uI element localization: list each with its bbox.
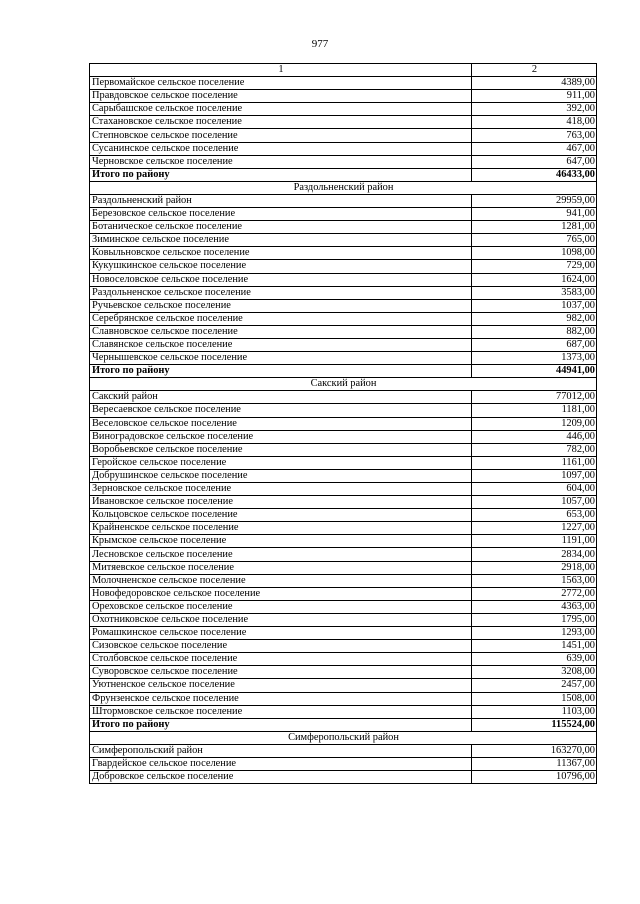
table-row: [90, 430, 597, 443]
amount: 1795,00: [472, 613, 597, 626]
settlement-name: Ивановское сельское поселение: [90, 496, 472, 509]
settlement-name: Крымское сельское поселение: [90, 535, 472, 548]
settlement-name: Первомайское сельское поселение: [90, 77, 472, 90]
total-row: [90, 168, 597, 181]
table-row: [90, 443, 597, 456]
table-row: [90, 535, 597, 548]
amount: 2834,00: [472, 548, 597, 561]
table-row: [90, 142, 597, 155]
table-row: [90, 483, 597, 496]
amount: 1563,00: [472, 574, 597, 587]
table-row: [90, 77, 597, 90]
amount: 77012,00: [472, 391, 597, 404]
table-row: [90, 640, 597, 653]
settlement-name: Раздольненское сельское поселение: [90, 286, 472, 299]
district-name: Симферопольский район: [90, 731, 597, 744]
settlement-name: Вересаевское сельское поселение: [90, 404, 472, 417]
settlement-name: Ореховское сельское поселение: [90, 600, 472, 613]
table-row: [90, 692, 597, 705]
amount: 911,00: [472, 90, 597, 103]
table-row: [90, 496, 597, 509]
district-header-row: [90, 378, 597, 391]
settlement-name: Правдовское сельское поселение: [90, 90, 472, 103]
column-header-2: 2: [472, 64, 597, 77]
settlement-name: Веселовское сельское поселение: [90, 417, 472, 430]
table-row: [90, 522, 597, 535]
settlement-name: Крайненское сельское поселение: [90, 522, 472, 535]
settlement-name: Кольцовское сельское поселение: [90, 509, 472, 522]
table-row: [90, 90, 597, 103]
settlement-name: Сакский район: [90, 391, 472, 404]
table-row: [90, 574, 597, 587]
settlement-name: Березовское сельское поселение: [90, 208, 472, 221]
amount: 1209,00: [472, 417, 597, 430]
header-row: [90, 64, 597, 77]
table-row: [90, 286, 597, 299]
table-row: [90, 705, 597, 718]
total-row: [90, 718, 597, 731]
column-header-1: 1: [90, 64, 472, 77]
amount: 4389,00: [472, 77, 597, 90]
amount: 1227,00: [472, 522, 597, 535]
settlement-name: Виноградовское сельское поселение: [90, 430, 472, 443]
amount: 4363,00: [472, 600, 597, 613]
table-row: [90, 260, 597, 273]
amount: 1624,00: [472, 273, 597, 286]
amount: 1451,00: [472, 640, 597, 653]
amount: 604,00: [472, 483, 597, 496]
table-row: [90, 561, 597, 574]
table-row: [90, 155, 597, 168]
total-amount: 115524,00: [472, 718, 597, 731]
amount: 765,00: [472, 234, 597, 247]
amount: 653,00: [472, 509, 597, 522]
district-name: Раздольненский район: [90, 181, 597, 194]
settlement-name: Ручьевское сельское поселение: [90, 299, 472, 312]
amount: 1057,00: [472, 496, 597, 509]
amount: 763,00: [472, 129, 597, 142]
amount: 1281,00: [472, 221, 597, 234]
settlement-name: Сусанинское сельское поселение: [90, 142, 472, 155]
total-amount: 46433,00: [472, 168, 597, 181]
table-row: [90, 666, 597, 679]
settlement-name: Добрушинское сельское поселение: [90, 469, 472, 482]
amount: 782,00: [472, 443, 597, 456]
table-row: [90, 744, 597, 757]
total-amount: 44941,00: [472, 365, 597, 378]
amount: 2918,00: [472, 561, 597, 574]
table-row: [90, 352, 597, 365]
amount: 1103,00: [472, 705, 597, 718]
settlement-name: Охотниковское сельское поселение: [90, 613, 472, 626]
total-row: [90, 365, 597, 378]
amount: 1191,00: [472, 535, 597, 548]
amount: 647,00: [472, 155, 597, 168]
settlement-name: Раздольненский район: [90, 194, 472, 207]
table-row: [90, 234, 597, 247]
settlement-name: Суворовское сельское поселение: [90, 666, 472, 679]
total-label: Итого по району: [90, 168, 472, 181]
amount: 11367,00: [472, 757, 597, 770]
settlement-name: Новофедоровское сельское поселение: [90, 587, 472, 600]
table-row: [90, 613, 597, 626]
settlement-name: Добровское сельское поселение: [90, 771, 472, 784]
settlement-name: Симферопольский район: [90, 744, 472, 757]
settlement-name: Стахановское сельское поселение: [90, 116, 472, 129]
table-row: [90, 456, 597, 469]
table-row: [90, 653, 597, 666]
district-name: Сакский район: [90, 378, 597, 391]
settlement-name: Степновское сельское поселение: [90, 129, 472, 142]
table-row: [90, 338, 597, 351]
amount: 1373,00: [472, 352, 597, 365]
page-number: 977: [311, 38, 329, 50]
table-row: [90, 312, 597, 325]
district-header-row: [90, 731, 597, 744]
amount: 163270,00: [472, 744, 597, 757]
total-label: Итого по району: [90, 365, 472, 378]
amount: 1097,00: [472, 469, 597, 482]
amount: 639,00: [472, 653, 597, 666]
amount: 446,00: [472, 430, 597, 443]
amount: 29959,00: [472, 194, 597, 207]
settlement-name: Геройское сельское поселение: [90, 456, 472, 469]
amount: 1181,00: [472, 404, 597, 417]
table-row: [90, 208, 597, 221]
settlement-name: Воробьевское сельское поселение: [90, 443, 472, 456]
amount: 1508,00: [472, 692, 597, 705]
amount: 1293,00: [472, 627, 597, 640]
table-row: [90, 221, 597, 234]
settlement-name: Сарыбашское сельское поселение: [90, 103, 472, 116]
settlement-name: Зерновское сельское поселение: [90, 483, 472, 496]
settlement-name: Гвардейское сельское поселение: [90, 757, 472, 770]
settlement-name: Кукушкинское сельское поселение: [90, 260, 472, 273]
settlement-name: Славянское сельское поселение: [90, 338, 472, 351]
budget-table-body: [90, 64, 597, 784]
amount: 1098,00: [472, 247, 597, 260]
amount: 2772,00: [472, 587, 597, 600]
settlement-name: Славновское сельское поселение: [90, 325, 472, 338]
amount: 392,00: [472, 103, 597, 116]
amount: 687,00: [472, 338, 597, 351]
amount: 467,00: [472, 142, 597, 155]
settlement-name: Сизовское сельское поселение: [90, 640, 472, 653]
table-row: [90, 116, 597, 129]
amount: 982,00: [472, 312, 597, 325]
settlement-name: Ковыльновское сельское поселение: [90, 247, 472, 260]
table-row: [90, 627, 597, 640]
total-label: Итого по району: [90, 718, 472, 731]
district-header-row: [90, 181, 597, 194]
amount: 2457,00: [472, 679, 597, 692]
amount: 3208,00: [472, 666, 597, 679]
settlement-name: Черновское сельское поселение: [90, 155, 472, 168]
table-row: [90, 247, 597, 260]
table-row: [90, 404, 597, 417]
settlement-name: Ромашкинское сельское поселение: [90, 627, 472, 640]
amount: 1161,00: [472, 456, 597, 469]
settlement-name: Серебрянское сельское поселение: [90, 312, 472, 325]
table-row: [90, 509, 597, 522]
table-row: [90, 587, 597, 600]
settlement-name: Митяевское сельское поселение: [90, 561, 472, 574]
amount: 418,00: [472, 116, 597, 129]
settlement-name: Ботаническое сельское поселение: [90, 221, 472, 234]
settlement-name: Столбовское сельское поселение: [90, 653, 472, 666]
table-row: [90, 771, 597, 784]
amount: 10796,00: [472, 771, 597, 784]
amount: 941,00: [472, 208, 597, 221]
table-row: [90, 299, 597, 312]
settlement-name: Фрунзенское сельское поселение: [90, 692, 472, 705]
amount: 3583,00: [472, 286, 597, 299]
table-row: [90, 103, 597, 116]
table-row: [90, 325, 597, 338]
settlement-name: Уютненское сельское поселение: [90, 679, 472, 692]
table-row: [90, 679, 597, 692]
budget-table: [89, 63, 597, 784]
settlement-name: Новоселовское сельское поселение: [90, 273, 472, 286]
table-row: [90, 129, 597, 142]
table-row: [90, 600, 597, 613]
table-row: [90, 391, 597, 404]
table-row: [90, 417, 597, 430]
settlement-name: Штормовское сельское поселение: [90, 705, 472, 718]
table-row: [90, 273, 597, 286]
amount: 729,00: [472, 260, 597, 273]
amount: 1037,00: [472, 299, 597, 312]
settlement-name: Молочненское сельское поселение: [90, 574, 472, 587]
settlement-name: Лесновское сельское поселение: [90, 548, 472, 561]
table-row: [90, 757, 597, 770]
settlement-name: Чернышевское сельское поселение: [90, 352, 472, 365]
amount: 882,00: [472, 325, 597, 338]
table-row: [90, 548, 597, 561]
settlement-name: Зиминское сельское поселение: [90, 234, 472, 247]
table-row: [90, 469, 597, 482]
table-row: [90, 194, 597, 207]
